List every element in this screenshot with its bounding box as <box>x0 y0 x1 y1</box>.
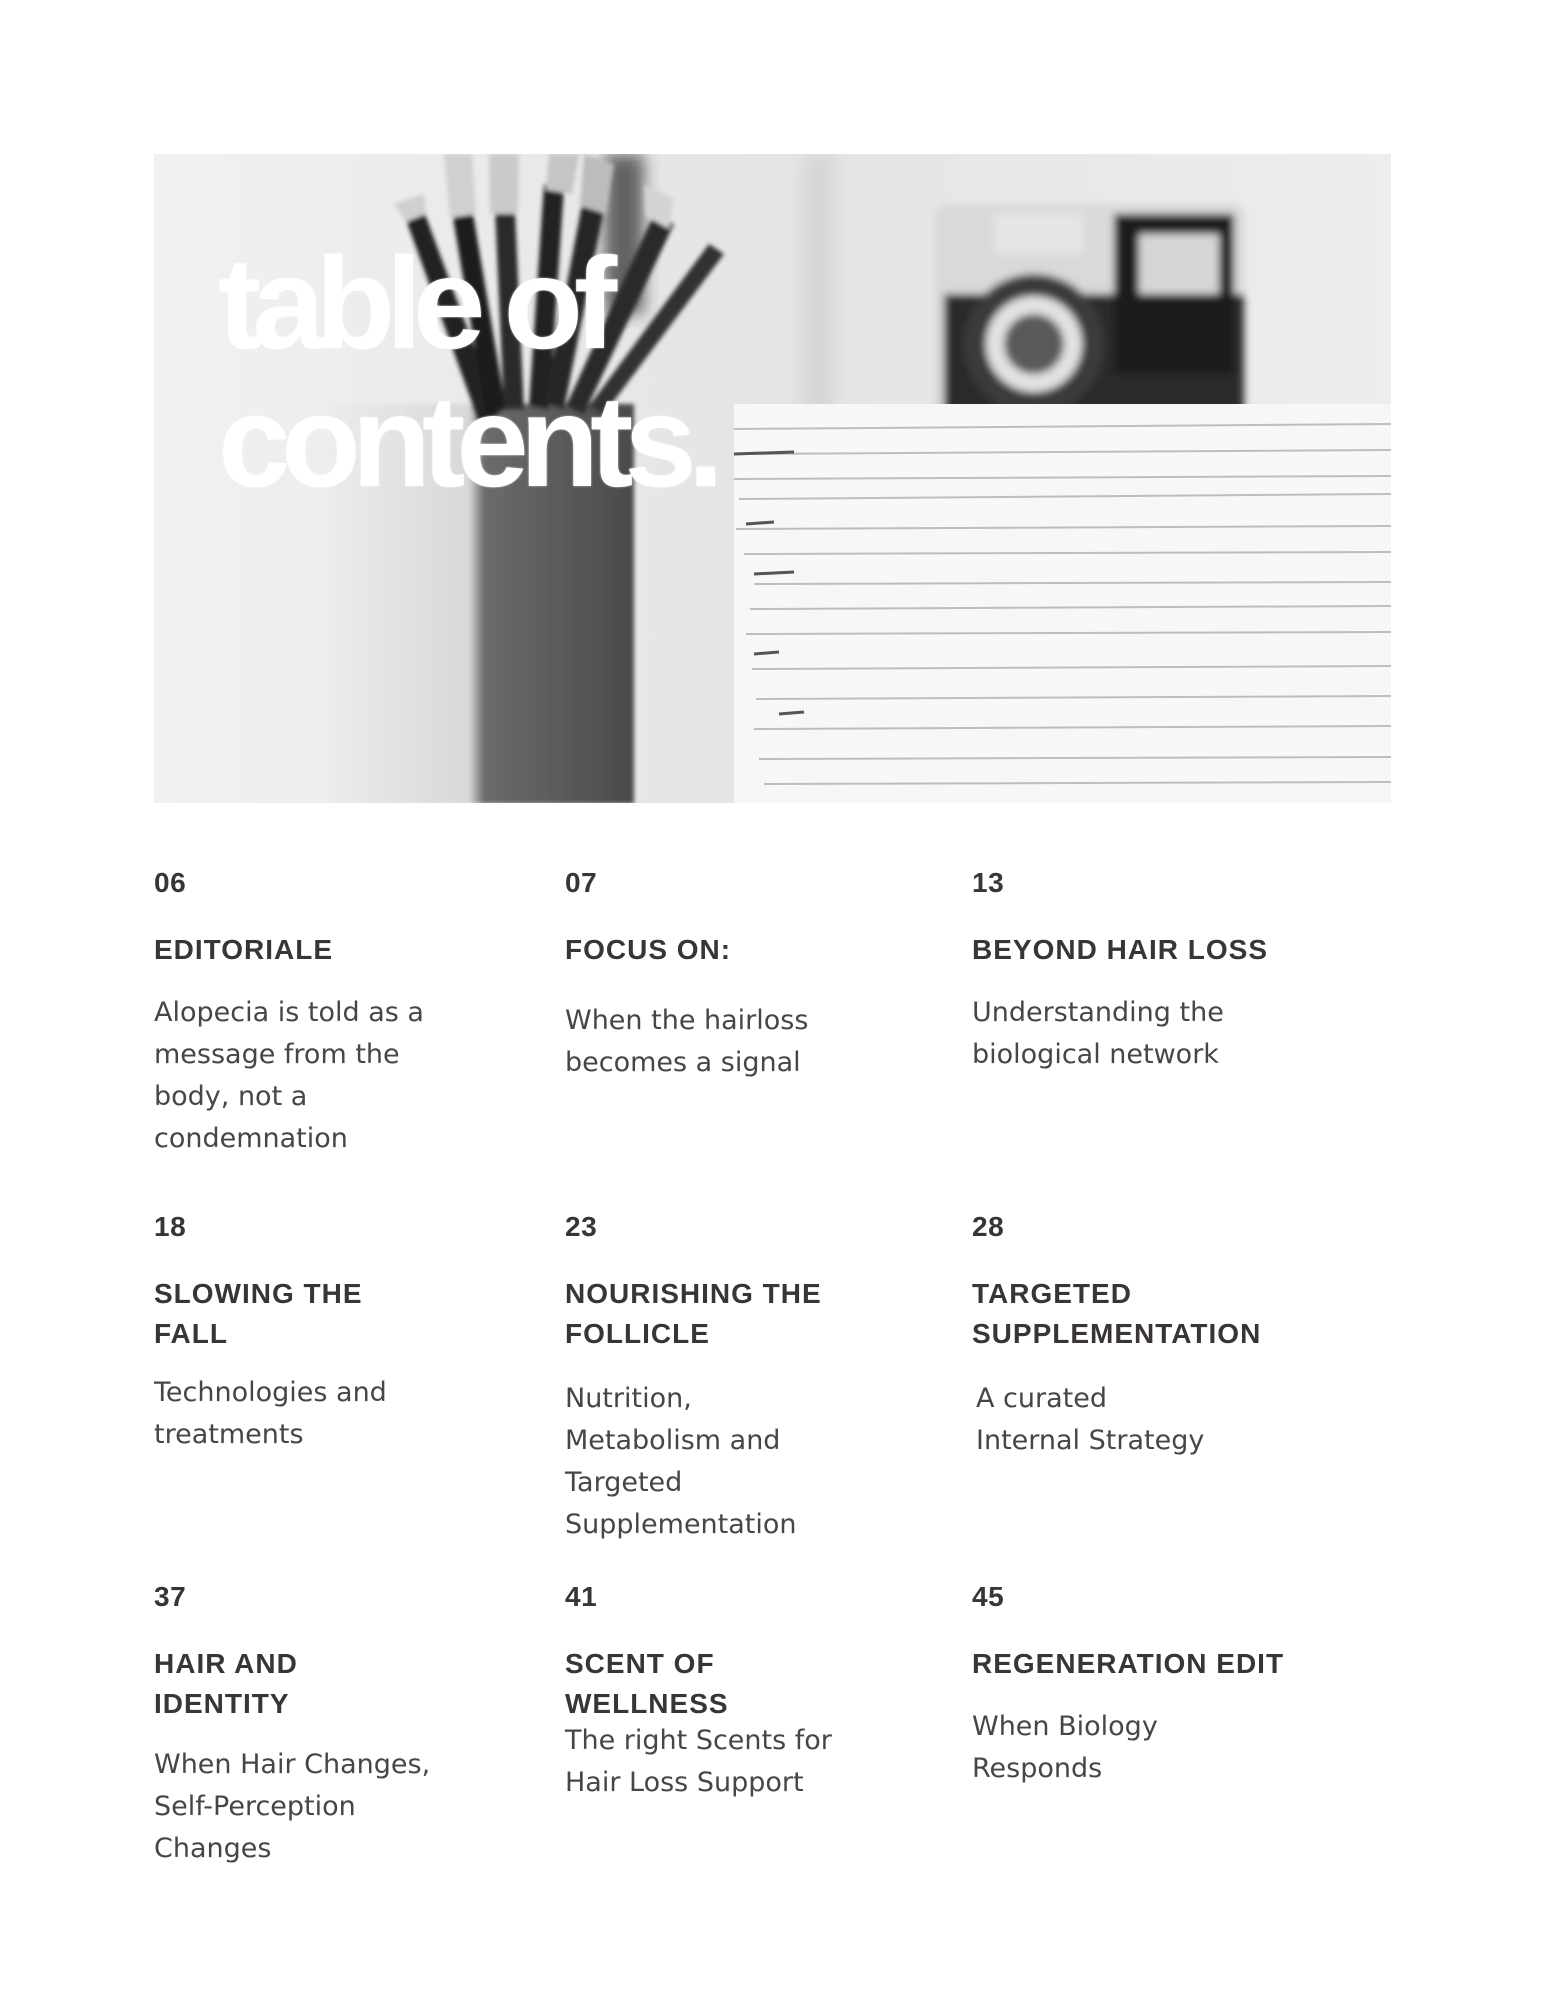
toc-entry-title: BEYOND HAIR LOSS <box>972 934 1269 965</box>
toc-entry-description: When Hair Changes, Self-Perception Changes <box>154 1749 431 1864</box>
toc-page-number: 23 <box>565 1211 598 1242</box>
toc-entry[interactable] <box>972 1210 1312 1550</box>
toc-entry-title: HAIR AND IDENTITY <box>154 1648 298 1719</box>
toc-page-number: 37 <box>154 1581 187 1612</box>
toc-page-number: 13 <box>972 867 1005 898</box>
toc-entry[interactable] <box>565 1210 905 1550</box>
toc-entry-title: FOCUS ON: <box>565 934 732 965</box>
toc-entry-title: SLOWING THE FALL <box>154 1278 363 1349</box>
toc-entry[interactable] <box>972 866 1312 1166</box>
toc-entry-description: When the hairloss becomes a signal <box>565 1005 809 1078</box>
toc-entry-description: Nutrition, Metabolism and Targeted Supplementation <box>565 1383 797 1540</box>
toc-entry[interactable] <box>154 1210 494 1550</box>
page-title <box>218 230 715 514</box>
toc-page-number: 06 <box>154 867 187 898</box>
toc-entry-title: TARGETED SUPPLEMENTATION <box>972 1278 1262 1349</box>
toc-entry[interactable] <box>972 1580 1312 1880</box>
toc-entry[interactable] <box>565 1580 905 1880</box>
toc-page-number: 28 <box>972 1211 1005 1242</box>
toc-entry-title: REGENERATION EDIT <box>972 1648 1285 1679</box>
toc-entry-description: Alopecia is told as a message from the body, not a condemnation <box>154 997 424 1154</box>
toc-entry[interactable] <box>565 866 905 1166</box>
toc-page-number: 07 <box>565 867 598 898</box>
toc-entry[interactable] <box>154 866 494 1166</box>
hero-image <box>154 154 1391 803</box>
toc-entry-description: When Biology Responds <box>972 1711 1158 1784</box>
toc-page-number: 41 <box>565 1581 598 1612</box>
page-title-line-1: table of <box>218 230 609 376</box>
toc-entry-title: EDITORIALE <box>154 934 334 965</box>
toc-entry-description: Understanding the biological network <box>972 997 1224 1070</box>
toc-page-number: 45 <box>972 1581 1005 1612</box>
toc-entry-description: The right Scents for Hair Loss Support <box>565 1725 832 1798</box>
page-title-line-2: contents. <box>218 368 715 514</box>
toc-entry[interactable] <box>154 1580 494 1880</box>
toc-entry-title: SCENT OF WELLNESS <box>565 1648 729 1719</box>
toc-entry-description: Technologies and treatments <box>154 1377 387 1450</box>
toc-page-number: 18 <box>154 1211 187 1242</box>
toc-entry-description: A curated Internal Strategy <box>976 1383 1205 1456</box>
toc-entry-title: NOURISHING THE FOLLICLE <box>565 1278 822 1349</box>
